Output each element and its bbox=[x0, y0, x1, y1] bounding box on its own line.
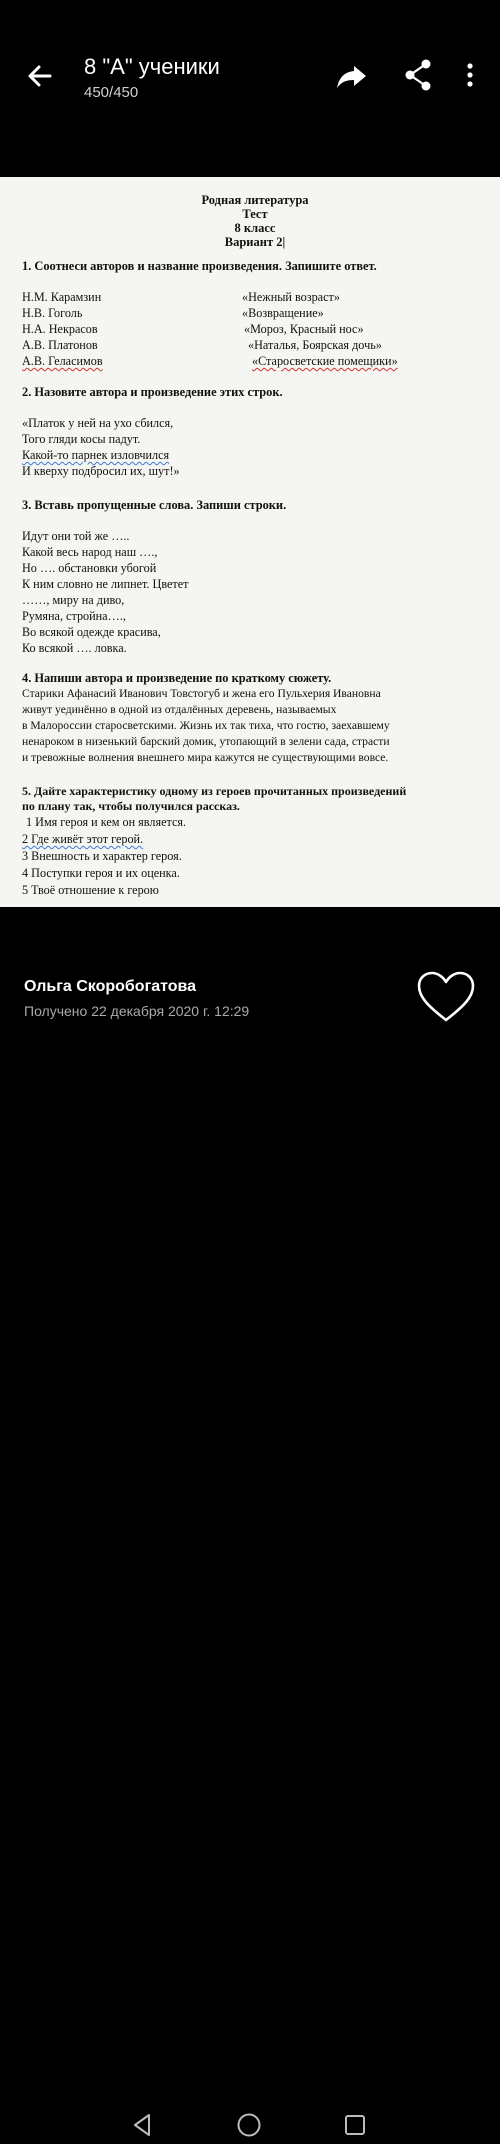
plot-line: Старики Афанасий Иванович Товстогуб и жена его Пульхерия Ивановна bbox=[22, 687, 381, 700]
app-bar bbox=[0, 0, 500, 140]
poem-line: Ко всякой …. ловка. bbox=[22, 641, 127, 655]
back-button[interactable] bbox=[22, 58, 58, 94]
back-arrow-icon bbox=[22, 58, 58, 94]
more-button[interactable] bbox=[460, 60, 480, 92]
poem-line: И кверху подбросил их, шут!» bbox=[22, 464, 180, 478]
poem-line: Но …. обстановки убогой bbox=[22, 561, 157, 575]
document-image[interactable] bbox=[0, 177, 500, 907]
heading-line: Вариант 2| bbox=[224, 235, 286, 249]
system-nav-bar bbox=[0, 1048, 500, 1111]
heart-icon bbox=[414, 968, 478, 1026]
author-item: А.В. Геласимов bbox=[22, 354, 103, 368]
poem-line: Во всякой одежде красива, bbox=[22, 625, 161, 639]
work-item: «Возвращение» bbox=[242, 306, 324, 320]
nav-recent-button[interactable] bbox=[342, 2112, 368, 2138]
poem-line: «Платок у ней на ухо сбился, bbox=[22, 416, 174, 430]
plot-line: в Малороссии старосветскими. Жизнь их так тиха, что гостю, заехавшему bbox=[22, 719, 390, 732]
nav-home-icon bbox=[235, 2111, 263, 2139]
plan-item: 2 Где живёт этот герой. bbox=[22, 832, 144, 846]
author-item: Н.М. Карамзин bbox=[22, 290, 102, 304]
question-4-title: 4. Напиши автора и произведение по краткому сюжету. bbox=[22, 671, 332, 685]
question-1-title: 1. Соотнеси авторов и название произведения. Запишите ответ. bbox=[22, 259, 377, 273]
question-5-title: по плану так, чтобы получился рассказ. bbox=[22, 799, 240, 813]
question-3-title: 3. Вставь пропущенные слова. Запиши строки. bbox=[22, 498, 287, 512]
nav-back-button[interactable] bbox=[129, 2111, 157, 2139]
poem-line: К ним словно не липнет. Цветет bbox=[22, 577, 189, 591]
forward-button[interactable] bbox=[334, 58, 370, 94]
work-item: «Наталья, Боярская дочь» bbox=[248, 338, 382, 352]
heading-line: Тест bbox=[242, 207, 268, 221]
received-date: Получено 22 декабря 2020 г. 12:29 bbox=[24, 1003, 250, 1019]
plan-item: 3 Внешность и характер героя. bbox=[22, 849, 182, 863]
work-item: «Старосветские помещики» bbox=[252, 354, 398, 368]
plot-line: и тревожные волнения внешнего мира кажутся не существующими вовсе. bbox=[22, 751, 389, 764]
poem-line: Какой-то парнек изловчился bbox=[22, 448, 170, 462]
forward-icon bbox=[334, 58, 370, 94]
share-icon bbox=[403, 58, 433, 92]
author-item: Н.В. Гоголь bbox=[22, 306, 83, 320]
like-button[interactable] bbox=[414, 968, 478, 1026]
nav-recent-icon bbox=[342, 2112, 368, 2138]
plan-item: 1 Имя героя и кем он является. bbox=[26, 815, 187, 829]
author-item: Н.А. Некрасов bbox=[22, 322, 98, 336]
work-item: «Мороз, Красный нос» bbox=[244, 322, 364, 336]
document-heading bbox=[0, 193, 500, 249]
question-5-title: 5. Дайте характеристику одному из героев прочитанных произведений bbox=[22, 784, 407, 798]
heading-line: 8 класс bbox=[234, 221, 276, 235]
plan-item: 5 Твоё отношение к герою bbox=[22, 883, 159, 897]
plot-line: ненароком в низенький барский домик, утопающий в зелени сада, страсти bbox=[22, 735, 390, 748]
work-item: «Нежный возраст» bbox=[242, 290, 340, 304]
poem-line: Идут они той же ….. bbox=[22, 529, 130, 543]
plot-line: живут уединённо в одной из отдалённых деревень, называемых bbox=[22, 703, 337, 716]
poem-line: ……, миру на диво, bbox=[22, 593, 125, 607]
plan-item: 4 Поступки героя и их оценка. bbox=[22, 866, 180, 880]
sender-name: Ольга Скоробогатова bbox=[24, 978, 197, 995]
image-counter: 450/450 bbox=[84, 84, 139, 101]
poem-line: Того гляди косы падут. bbox=[22, 432, 141, 446]
nav-back-icon bbox=[129, 2111, 157, 2139]
poem-line: Румяна, стройна…., bbox=[22, 609, 126, 623]
poem-line: Какой весь народ наш …., bbox=[22, 545, 158, 559]
share-button[interactable] bbox=[403, 58, 433, 92]
author-item: А.В. Платонов bbox=[22, 338, 98, 352]
more-vert-icon bbox=[460, 60, 480, 92]
question-2-title: 2. Назовите автора и произведение этих строк. bbox=[22, 385, 283, 399]
heading-line: Родная литература bbox=[201, 193, 309, 207]
nav-home-button[interactable] bbox=[235, 2111, 263, 2139]
chat-title: 8 "А" ученики bbox=[84, 54, 220, 79]
